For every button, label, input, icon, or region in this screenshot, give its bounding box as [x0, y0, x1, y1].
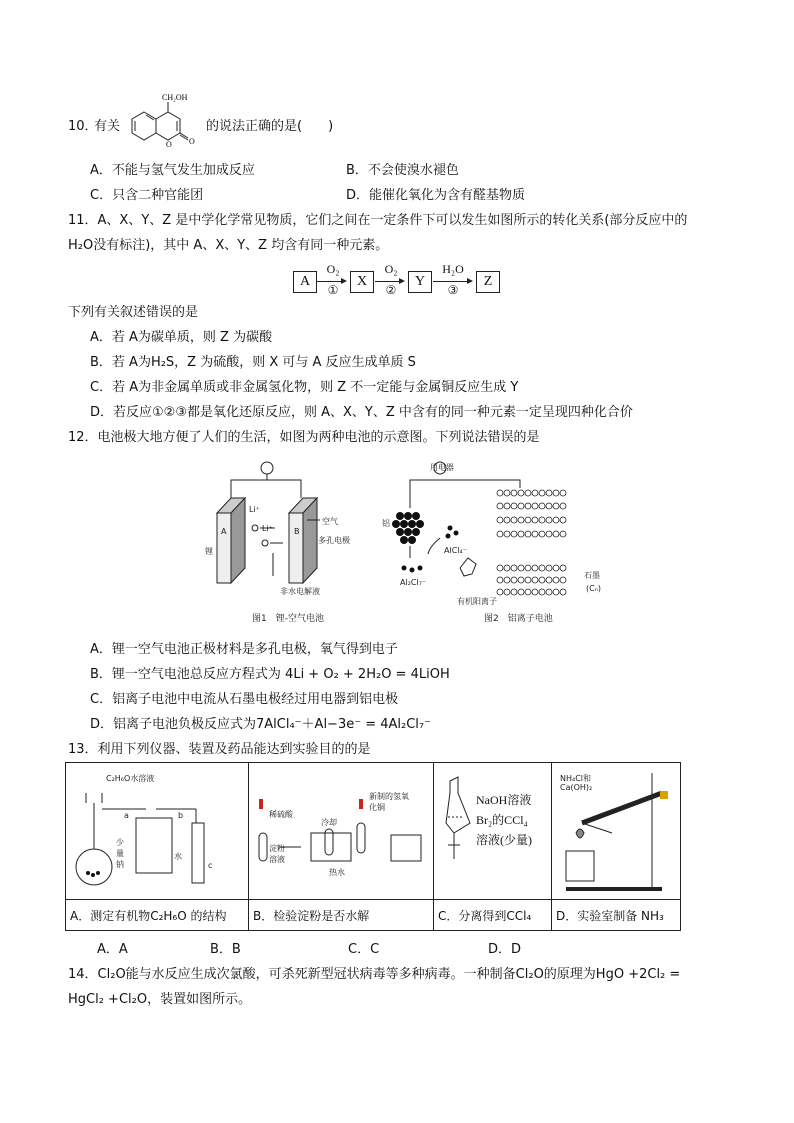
q11-line1: 11．A、X、Y、Z 是中学化学常见物质，它们之间在一定条件下可以发生如图所示的转化关系(部分反应中的 — [68, 213, 688, 228]
experiment-a-caption: A．测定有机物C₂H₆O 的结构 — [66, 900, 249, 931]
bromine-label: Br₂的CCl₄ — [476, 813, 528, 827]
q12-option-d: D．铝离子电池负极反应式为7AlCl₄⁻＋Al−3e⁻ = 4Al₂Cl₇⁻ — [90, 717, 431, 732]
q13-answer-c: C．C — [348, 942, 380, 957]
graphite-label: 石墨 — [584, 571, 600, 580]
cool-label: 冷却 — [321, 818, 337, 827]
flow-node-z: Z — [476, 271, 500, 293]
tube-a-label: a — [124, 811, 129, 820]
q11-option-b: B．若 A为H₂S，Z 为硫酸，则 X 可与 A 反应生成单质 S — [90, 355, 416, 370]
q11-option-d: D．若反应①②③都是氧化还原反应，则 A、X、Y、Z 中含有的同一种元素一定呈现四种化合价 — [90, 405, 633, 420]
starch-solution-label: 淀粉溶液 — [269, 844, 285, 864]
naoh-label: NaOH溶液 — [476, 793, 532, 807]
carbonyl-o-label: O — [189, 137, 195, 146]
q12-stem: 12．电池极大地方便了人们的生活，如图为两种电池的示意图。下列说法错误的是 — [68, 430, 540, 445]
caoh2-label: Ca(OH)₂ — [560, 783, 593, 792]
flow-reagent-3: H₂O — [442, 262, 464, 276]
flow-node-x: X — [350, 271, 374, 293]
q11-line2: H₂O没有标注)，其中 A、X、Y、Z 均含有同一种元素。 — [68, 238, 389, 253]
q10-option-a: A．不能与氢气发生加成反应 — [90, 163, 255, 178]
q12-option-a: A．锂一空气电池正极材料是多孔电极，氧气得到电子 — [90, 642, 398, 657]
flow-reagent-1: O₂ — [326, 262, 340, 276]
q10-suffix: 的说法正确的是( ) — [206, 119, 334, 134]
experiment-table — [65, 762, 681, 931]
porous-electrode-label: 多孔电极 — [318, 536, 350, 545]
flow-step-1: ① — [327, 283, 339, 297]
experiment-d-caption: D．实验室制备 NH₃ — [552, 900, 681, 931]
experiment-b-caption: B．检验淀粉是否水解 — [249, 900, 434, 931]
apparatus-d-cell — [552, 763, 681, 900]
q11-option-c: C．若 A为非金属单质或非金属氢化物，则 Z 不一定能与金属铜反应生成 Y — [90, 380, 519, 395]
q10-option-b: B．不会使溴水褪色 — [346, 163, 459, 178]
experiment-c-caption: C．分离得到CCl₄ — [434, 900, 552, 931]
apparatus-b-cell — [249, 763, 434, 900]
q10-option-d: D．能催化氧化为含有醛基物质 — [346, 188, 526, 203]
q10-prefix: 有关 — [94, 119, 121, 134]
nh4cl-label: NH₄Cl和 — [560, 774, 592, 783]
electrolyte-label: 非水电解液 — [280, 587, 320, 596]
flow-step-2: ② — [385, 283, 397, 297]
fig2-caption: 图2 铝离子电池 — [484, 614, 553, 624]
sodium-label: 少量钠 — [116, 838, 124, 869]
q12-option-b: B．锂一空气电池总反应方程式为 4Li + O₂ + 2H₂O = 4LiOH — [90, 667, 450, 682]
q13-answer-a: A．A — [97, 942, 128, 957]
electrode-a-label: A — [221, 527, 227, 536]
coumarin-structure-figure — [124, 92, 204, 150]
fig1-caption: 图1 锂-空气电池 — [252, 614, 324, 624]
hot-water-label: 热水 — [329, 868, 345, 877]
q13-answer-d: D．D — [488, 942, 522, 957]
apparatus-a-cell — [66, 763, 249, 900]
small-amount-label: 溶液(少量) — [476, 833, 532, 847]
copper-hydroxide-label: 新制的氢氧化铜 — [369, 792, 409, 812]
al2cl7-label: Al₂Cl₇⁻ — [400, 578, 427, 587]
q10-number: 10． — [68, 119, 98, 134]
electrode-b-label: B — [294, 527, 300, 536]
dilute-acid-label: 稀硫酸 — [269, 810, 293, 819]
ring-o-label: O — [166, 140, 172, 149]
flow-arrow-1 — [317, 281, 345, 282]
q13-answer-b: B．B — [210, 942, 241, 957]
li-ion-label-2: Li⁺ — [262, 524, 273, 533]
apparatus-b-figure — [249, 763, 433, 899]
device-label: 用电器 — [430, 463, 454, 472]
aluminum-label: 铝 — [382, 519, 390, 528]
q14-line1: 14．Cl₂O能与水反应生成次氯酸，可杀死新型冠状病毒等多种病毒。一种制备Cl₂O的原理为HgO +2Cl₂ = — [68, 967, 681, 982]
ethanol-solution-label: C₂H₆O水溶液 — [106, 774, 155, 783]
flow-node-y: Y — [408, 271, 432, 293]
alcl4-label: AlCl₄⁻ — [444, 546, 467, 555]
q11-option-a: A．若 A为碳单质，则 Z 为碳酸 — [90, 330, 273, 345]
flow-arrow-2 — [375, 281, 403, 282]
tube-b-label: b — [178, 811, 184, 820]
flow-step-3: ③ — [447, 283, 459, 297]
apparatus-a-figure — [66, 763, 248, 899]
q13-stem: 13．利用下列仪器、装置及药品能达到实验目的的是 — [68, 742, 371, 757]
cn-label: (Cₙ) — [586, 584, 602, 593]
q11-stem: 下列有关叙述错误的是 — [68, 305, 199, 320]
lithium-label: 锂 — [205, 547, 213, 556]
q14-line2: HgCl₂ +Cl₂O，装置如图所示。 — [68, 992, 252, 1007]
flow-arrow-3 — [433, 281, 471, 282]
cation-label: 有机阳离子 — [457, 597, 497, 606]
q10-option-c: C．只含二种官能团 — [90, 188, 204, 203]
tube-c-label: c — [208, 861, 213, 870]
ch2oh-label: CH₂OH — [162, 93, 188, 102]
flow-node-a: A — [293, 271, 317, 293]
q12-option-c: C．铝离子电池中电流从石墨电极经过用电器到铝电极 — [90, 692, 399, 707]
li-ion-label-1: Li⁺ — [249, 505, 260, 514]
water-label: 水 — [174, 852, 182, 861]
flow-reagent-2: O₂ — [384, 262, 398, 276]
air-label: 空气 — [322, 517, 338, 526]
apparatus-c-cell — [434, 763, 552, 900]
